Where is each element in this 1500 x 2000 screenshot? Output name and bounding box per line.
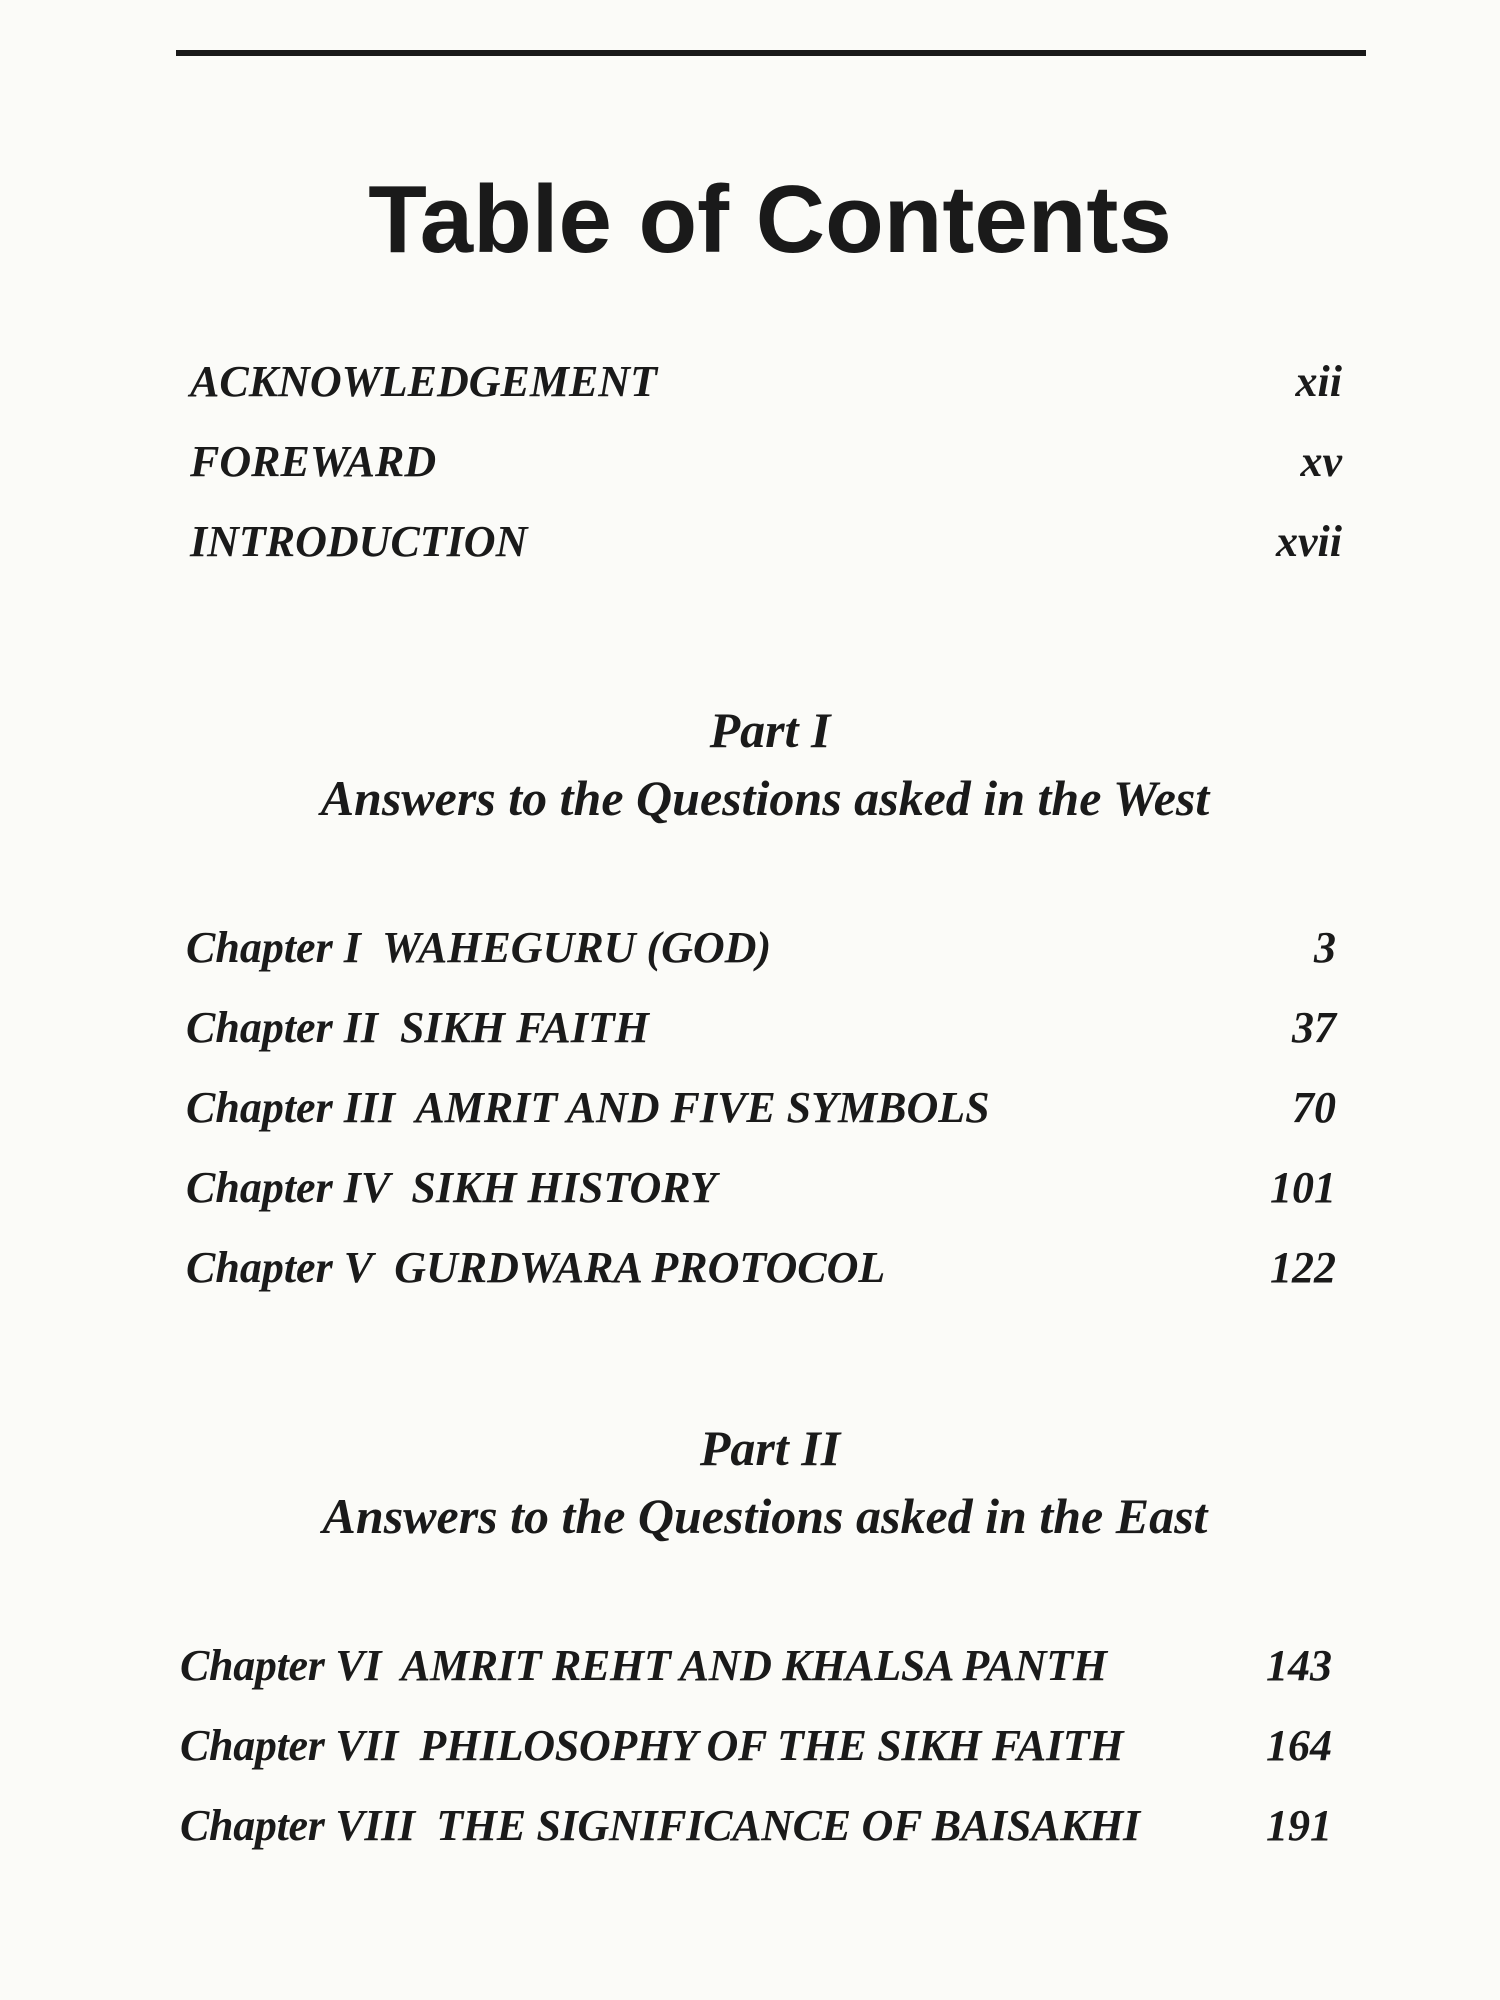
toc-entry-page: 70 [1292,1083,1336,1132]
toc-entry-page: 143 [1266,1641,1332,1690]
top-rule [176,50,1366,56]
toc-entry-chapter-3[interactable] [186,1080,1336,1136]
toc-entry-page: 3 [1314,923,1336,972]
toc-entry-page: 122 [1270,1243,1336,1292]
toc-entry-page: xvii [1276,517,1342,566]
toc-entry-introduction[interactable] [190,514,1342,570]
part-2-subtitle: Answers to the Questions asked in the East [322,1488,1208,1544]
toc-entry-chapter-5[interactable] [186,1240,1336,1296]
toc-entry-page: 101 [1270,1163,1336,1212]
toc-entry-page: xv [1300,437,1342,486]
toc-entry-chapter-7[interactable] [180,1718,1332,1774]
toc-entry-label: Chapter II SIKH FAITH [186,1003,649,1052]
toc-entry-chapter-1[interactable] [186,920,1336,976]
part-2-heading: Part II [699,1420,841,1476]
toc-entry-label: Chapter VII PHILOSOPHY OF THE SIKH FAITH [180,1721,1124,1770]
toc-entry-label: Chapter IV SIKH HISTORY [186,1163,717,1212]
toc-entry-label: INTRODUCTION [190,517,528,566]
part-1-heading: Part I [709,702,831,758]
toc-entry-chapter-6[interactable] [180,1638,1332,1694]
toc-entry-page: xii [1295,357,1342,406]
toc-entry-page: 164 [1266,1721,1332,1770]
toc-entry-label: ACKNOWLEDGEMENT [190,357,657,406]
toc-entry-label: FOREWARD [190,437,437,486]
toc-entry-page: 37 [1292,1003,1336,1052]
toc-entry-label: Chapter V GURDWARA PROTOCOL [186,1243,886,1292]
toc-entry-chapter-2[interactable] [186,1000,1336,1056]
toc-entry-label: Chapter I WAHEGURU (GOD) [186,923,772,972]
toc-entry-label: Chapter VIII THE SIGNIFICANCE OF BAISAKHI [180,1801,1140,1850]
toc-entry-label: Chapter VI AMRIT REHT AND KHALSA PANTH [180,1641,1107,1690]
part-1-subtitle: Answers to the Questions asked in the West [320,770,1210,826]
toc-entry-page: 191 [1266,1801,1332,1850]
toc-entry-chapter-4[interactable] [186,1160,1336,1216]
page-title: Table of Contents [368,166,1172,273]
toc-entry-chapter-8[interactable] [180,1798,1332,1854]
toc-entry-label: Chapter III AMRIT AND FIVE SYMBOLS [186,1083,990,1132]
toc-entry-foreward[interactable] [190,434,1342,490]
toc-entry-acknowledgement[interactable] [190,354,1342,410]
